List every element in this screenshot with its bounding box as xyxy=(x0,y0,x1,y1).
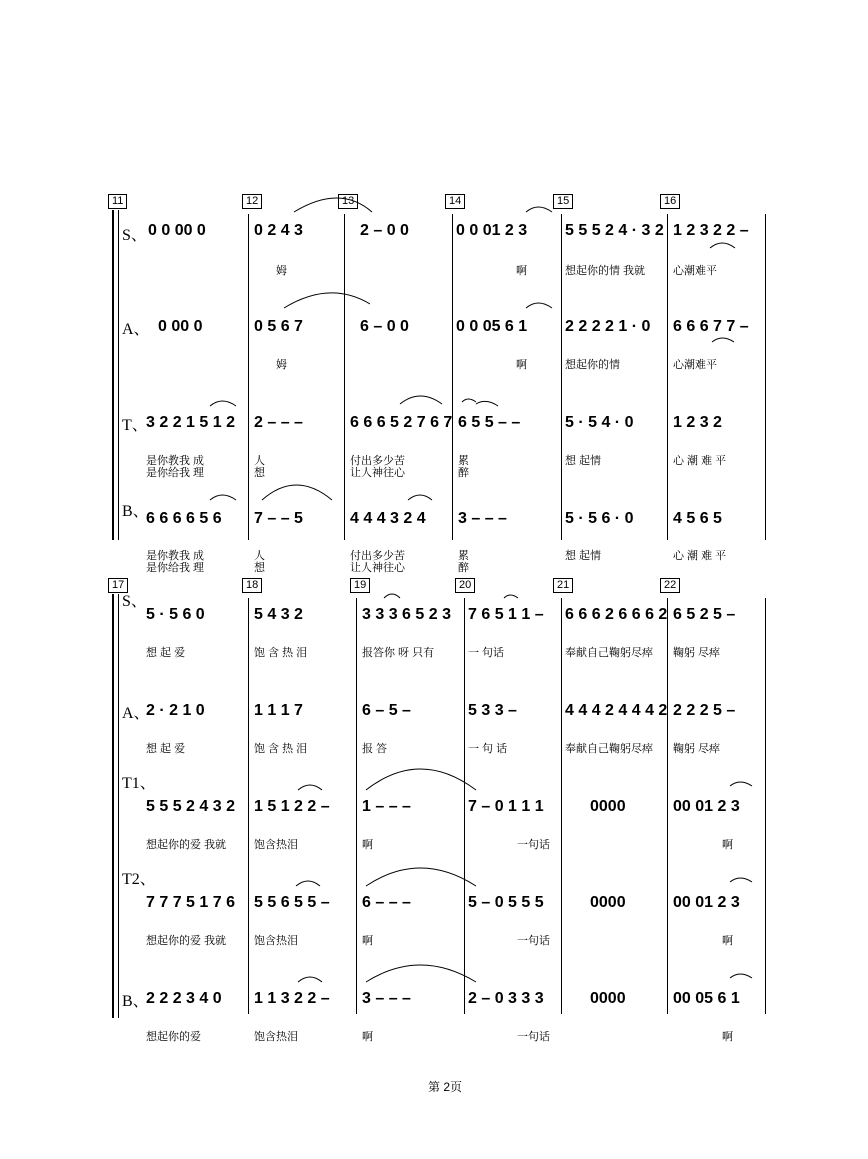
slur xyxy=(710,243,735,248)
measure-number-11: 11 xyxy=(108,194,127,209)
slur xyxy=(294,198,372,212)
lyric: 是你教我 成 xyxy=(146,550,205,562)
lyric: 是你教我 成 xyxy=(146,455,205,467)
note-group: 5 3 3 – xyxy=(468,702,517,719)
note-group: 7 6 5 1 1 – xyxy=(468,606,544,623)
slur xyxy=(476,401,498,406)
slur xyxy=(284,293,370,308)
lyric: 醉 xyxy=(458,562,469,574)
lyric: 是你给我 理 xyxy=(146,562,205,574)
lyric: 想 起 爱 xyxy=(146,647,186,659)
part-label-bass: B、 xyxy=(122,993,149,1010)
note-group: 2 2 2 5 – xyxy=(673,702,736,719)
slur xyxy=(526,207,552,212)
lyric: 付出多少苦 xyxy=(350,550,405,562)
note-group: 1 – – – xyxy=(362,798,411,815)
lyric: 让人神往心 xyxy=(350,562,405,574)
note-group: 2 2 2 3 4 0 xyxy=(146,990,222,1007)
note-group: 3 – – – xyxy=(458,510,507,527)
note-group: 6 6 6 2 6 6 6 2 xyxy=(565,606,668,623)
lyric: 报答你 呀 只有 xyxy=(362,647,435,659)
lyric: 报 答 xyxy=(362,743,388,755)
lyric: 啊 xyxy=(722,935,733,947)
slur xyxy=(730,782,752,786)
note-group: 5 · 5 4 · 0 xyxy=(565,414,634,431)
lyric: 奉献自己鞠躬尽瘁 xyxy=(565,743,653,755)
note-group: 6 6 6 6 5 6 xyxy=(146,510,222,527)
note-group: 00 01 2 3 xyxy=(673,894,740,911)
slur xyxy=(210,495,236,500)
note-group: 00 01 2 3 xyxy=(673,798,740,815)
note-group: 5 5 6 5 5 – xyxy=(254,894,330,911)
lyric: 啊 xyxy=(722,839,733,851)
lyric: 饱含热泪 xyxy=(254,839,298,851)
lyric: 是你给我 理 xyxy=(146,467,205,479)
note-group: 0000 xyxy=(590,990,626,1007)
lyric: 想起你的爱 我就 xyxy=(146,839,227,851)
note-group: 4 4 4 3 2 4 xyxy=(350,510,426,527)
part-label-tenor-2: T2、 xyxy=(122,871,156,888)
part-label-alto: A、 xyxy=(122,321,150,338)
lyric: 一句话 xyxy=(517,839,550,851)
note-group: 3 3 3 6 5 2 3 xyxy=(362,606,451,623)
lyric: 啊 xyxy=(362,1031,373,1043)
lyric: 鞠躬 尽瘁 xyxy=(673,743,721,755)
note-group: 1 1 3 2 2 – xyxy=(254,990,330,1007)
slur xyxy=(262,485,332,500)
lyric: 想起你的情 我就 xyxy=(565,265,646,277)
note-group: 5 – 0 5 5 5 xyxy=(468,894,544,911)
lyric: 姆 xyxy=(276,359,287,371)
lyric: 一 句 话 xyxy=(468,743,508,755)
note-group: 6 – – – xyxy=(362,894,411,911)
part-label-soprano: S、 xyxy=(122,227,147,244)
note-group: 6 5 2 5 – xyxy=(673,606,736,623)
slur xyxy=(462,399,476,402)
note-group: 6 5 5 – – xyxy=(458,414,521,431)
lyric: 鞠躬 尽瘁 xyxy=(673,647,721,659)
note-group: 7 – 0 1 1 1 xyxy=(468,798,544,815)
part-label-tenor: T、 xyxy=(122,417,148,434)
note-group: 7 7 7 5 1 7 6 xyxy=(146,894,235,911)
note-group: 1 2 3 2 xyxy=(673,414,722,431)
page-number: 第 2页 xyxy=(428,1080,463,1094)
lyric: 饱含热泪 xyxy=(254,1031,298,1043)
lyric: 人 xyxy=(254,455,265,467)
note-group: 0 0 00 0 xyxy=(148,222,206,239)
measure-number-15: 15 xyxy=(553,194,573,209)
lyric: 想起你的爱 xyxy=(146,1031,201,1043)
lyric: 饱 含 热 泪 xyxy=(254,743,308,755)
note-group: 4 4 4 2 4 4 4 2 xyxy=(565,702,668,719)
note-group: 2 – 0 0 xyxy=(360,222,409,239)
slur xyxy=(730,878,752,882)
note-group: 2 – 0 3 3 3 xyxy=(468,990,544,1007)
lyric: 啊 xyxy=(516,359,527,371)
note-group: 2 2 2 2 1 · 0 xyxy=(565,318,651,335)
note-group: 0 0 05 6 1 xyxy=(456,318,528,335)
note-group: 5 4 3 2 xyxy=(254,606,303,623)
note-group: 00 05 6 1 xyxy=(673,990,740,1007)
note-group: 5 · 5 6 0 xyxy=(146,606,205,623)
lyric: 想起你的爱 我就 xyxy=(146,935,227,947)
slur xyxy=(296,881,320,886)
note-group: 1 2 3 2 2 – xyxy=(673,222,749,239)
slur xyxy=(730,974,752,978)
measure-number-18: 18 xyxy=(242,578,262,593)
part-label-bass: B、 xyxy=(122,503,149,520)
note-group: 0 2 4 3 xyxy=(254,222,303,239)
measure-number-21: 21 xyxy=(553,578,573,593)
part-label-alto: A、 xyxy=(122,705,150,722)
measure-number-14: 14 xyxy=(445,194,465,209)
lyric: 想 起 爱 xyxy=(146,743,186,755)
note-group: 6 – 0 0 xyxy=(360,318,409,335)
note-group: 5 5 5 2 4 3 2 xyxy=(146,798,235,815)
note-group: 3 – – – xyxy=(362,990,411,1007)
lyric: 心潮难平 xyxy=(673,359,717,371)
lyric: 一 句话 xyxy=(468,647,505,659)
measure-number-13: 13 xyxy=(338,194,358,209)
lyric: 想 起情 xyxy=(565,550,602,562)
slur xyxy=(366,965,476,982)
note-group: 0000 xyxy=(590,894,626,911)
lyric: 付出多少苦 xyxy=(350,455,405,467)
note-group: 6 6 6 5 2 7 6 7 xyxy=(350,414,453,431)
lyric: 心 潮 难 平 xyxy=(673,550,727,562)
lyric: 啊 xyxy=(362,935,373,947)
lyric: 心潮难平 xyxy=(673,265,717,277)
measure-number-22: 22 xyxy=(660,578,680,593)
note-group: 5 · 5 6 · 0 xyxy=(565,510,634,527)
lyric: 啊 xyxy=(516,265,527,277)
lyric: 醉 xyxy=(458,467,469,479)
slur xyxy=(504,595,518,598)
lyric: 饱含热泪 xyxy=(254,935,298,947)
lyric: 啊 xyxy=(722,1031,733,1043)
lyric: 一句话 xyxy=(517,1031,550,1043)
part-label-tenor-1: T1、 xyxy=(122,775,156,792)
part-label-soprano: S、 xyxy=(122,593,147,610)
measure-number-19: 19 xyxy=(350,578,370,593)
slur xyxy=(526,303,552,308)
lyric: 心 潮 难 平 xyxy=(673,455,727,467)
slur xyxy=(366,868,476,886)
lyric: 想起你的情 xyxy=(565,359,620,371)
lyric: 让人神往心 xyxy=(350,467,405,479)
measure-number-16: 16 xyxy=(660,194,680,209)
note-group: 1 5 1 2 2 – xyxy=(254,798,330,815)
note-group: 1 1 1 7 xyxy=(254,702,303,719)
lyric: 累 xyxy=(458,455,469,467)
slur xyxy=(298,785,322,790)
note-group: 2 · 2 1 0 xyxy=(146,702,205,719)
measure-number-17: 17 xyxy=(108,578,128,593)
measure-number-20: 20 xyxy=(455,578,475,593)
lyric: 想 xyxy=(254,467,265,479)
note-group: 0 5 6 7 xyxy=(254,318,303,335)
slur xyxy=(366,769,476,790)
lyric: 累 xyxy=(458,550,469,562)
note-group: 6 – 5 – xyxy=(362,702,411,719)
measure-number-12: 12 xyxy=(242,194,262,209)
note-group: 0000 xyxy=(590,798,626,815)
slur xyxy=(712,338,734,342)
slur xyxy=(384,594,400,598)
lyric: 饱 含 热 泪 xyxy=(254,647,308,659)
lyric: 人 xyxy=(254,550,265,562)
lyric: 一句话 xyxy=(517,935,550,947)
lyric: 啊 xyxy=(362,839,373,851)
note-group: 6 6 6 7 7 – xyxy=(673,318,749,335)
note-group: 7 – – 5 xyxy=(254,510,303,527)
note-group: 5 5 5 2 4 · 3 2 xyxy=(565,222,664,239)
note-group: 0 00 0 xyxy=(158,318,203,335)
note-group: 2 – – – xyxy=(254,414,303,431)
slur xyxy=(298,977,322,982)
lyric: 姆 xyxy=(276,265,287,277)
note-group: 3 2 2 1 5 1 2 xyxy=(146,414,235,431)
slur xyxy=(210,401,236,406)
lyric: 想 起情 xyxy=(565,455,602,467)
note-group: 4 5 6 5 xyxy=(673,510,722,527)
slur xyxy=(400,396,442,404)
slur xyxy=(408,495,432,500)
note-group: 0 0 01 2 3 xyxy=(456,222,528,239)
lyric: 想 xyxy=(254,562,265,574)
lyric: 奉献自己鞠躬尽瘁 xyxy=(565,647,653,659)
